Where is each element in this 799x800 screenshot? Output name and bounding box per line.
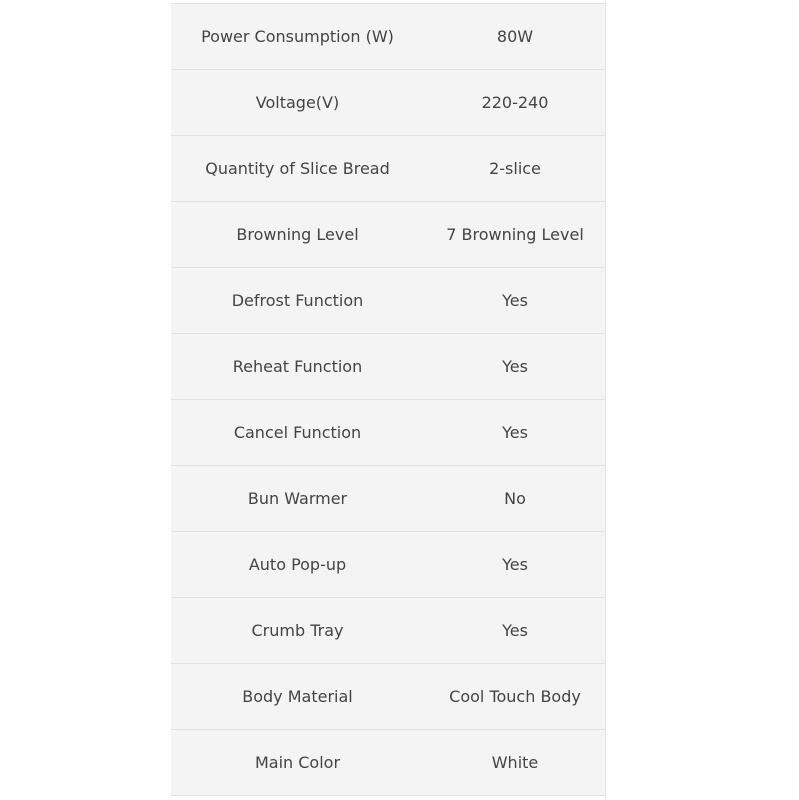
spec-row-voltage [171,70,606,136]
spec-value: Yes [424,400,606,466]
spec-value: Cool Touch Body [424,664,606,730]
spec-row-main-color [171,730,606,796]
spec-label: Browning Level [171,202,424,268]
divider [605,0,606,800]
spec-value: No [424,466,606,532]
spec-row-slice-quantity [171,136,606,202]
spec-label: Auto Pop-up [171,532,424,598]
spec-value: White [424,730,606,796]
spec-value: Yes [424,598,606,664]
spec-value: 80W [424,4,606,70]
spec-value: Yes [424,334,606,400]
spec-row-auto-popup [171,532,606,598]
spec-row-reheat [171,334,606,400]
spec-label: Defrost Function [171,268,424,334]
spec-label: Cancel Function [171,400,424,466]
spec-value: 220-240 [424,70,606,136]
spec-value: Yes [424,268,606,334]
spec-label: Power Consumption (W) [171,4,424,70]
spec-label: Main Color [171,730,424,796]
spec-table [171,3,606,796]
spec-value: Yes [424,532,606,598]
spec-row-power-consumption [171,4,606,70]
spec-row-cancel [171,400,606,466]
spec-row-body-material [171,664,606,730]
spec-label: Crumb Tray [171,598,424,664]
spec-value: 7 Browning Level [424,202,606,268]
spec-label: Reheat Function [171,334,424,400]
spec-value: 2-slice [424,136,606,202]
spec-label: Voltage(V) [171,70,424,136]
spec-row-browning-level [171,202,606,268]
spec-row-defrost [171,268,606,334]
spec-row-bun-warmer [171,466,606,532]
spec-row-crumb-tray [171,598,606,664]
spec-label: Bun Warmer [171,466,424,532]
spec-label: Body Material [171,664,424,730]
spec-label: Quantity of Slice Bread [171,136,424,202]
